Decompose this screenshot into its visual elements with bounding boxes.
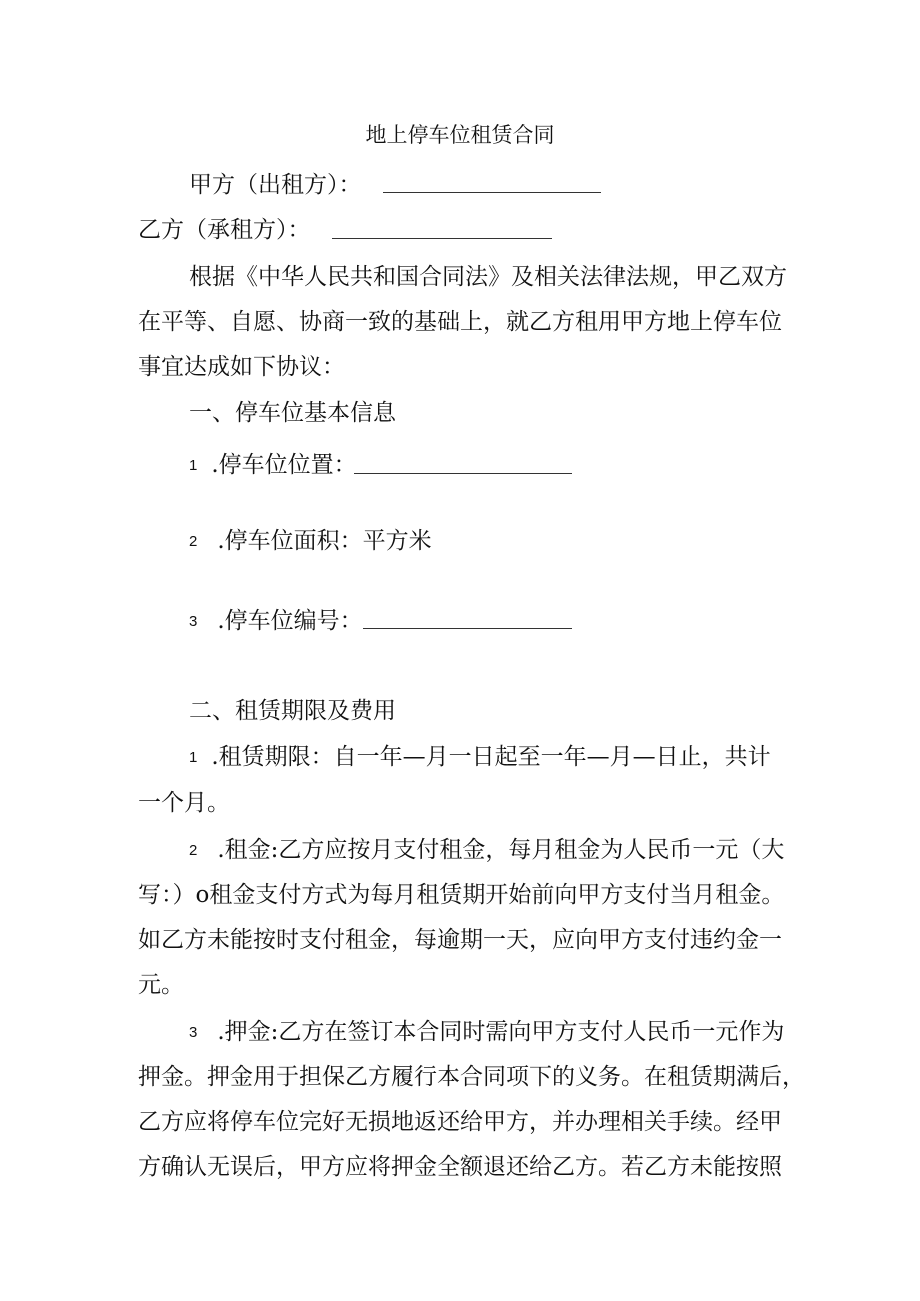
item-text: .停车位面积：平方米 bbox=[217, 528, 432, 554]
party-b-label: 乙方（承租方）： bbox=[138, 217, 311, 243]
party-b-blank-line bbox=[332, 238, 552, 239]
section-1-heading: 一、停车位基本信息 bbox=[189, 400, 396, 426]
item-text: .租金:乙方应按月支付租金，每月租金为人民币一元（大 bbox=[217, 837, 785, 863]
section-2-heading: 二、租赁期限及费用 bbox=[189, 698, 396, 724]
item-number: 1 bbox=[189, 457, 198, 474]
item-number: 3 bbox=[189, 1024, 198, 1041]
deposit-line-2: 押金。押金用于担保乙方履行本合同项下的义务。在租赁期满后， bbox=[138, 1064, 805, 1090]
lease-term-line-2: 一个月。 bbox=[138, 790, 230, 816]
preamble-line-1: 根据《中华人民共和国合同法》及相关法律法规，甲乙双方 bbox=[189, 264, 787, 290]
lease-term-line-1 bbox=[189, 742, 771, 773]
section-1-item-location bbox=[189, 450, 357, 481]
deposit-line-3: 乙方应将停车位完好无损地返还给甲方，并办理相关手续。经甲 bbox=[138, 1109, 782, 1135]
item-number: 2 bbox=[189, 533, 198, 550]
section-1-item-area bbox=[189, 526, 432, 557]
item-number: 2 bbox=[189, 842, 198, 859]
deposit-line-1 bbox=[189, 1017, 784, 1048]
item-number: 3 bbox=[189, 613, 198, 630]
party-a-label: 甲方（出租方）： bbox=[189, 172, 362, 198]
item-text: .租赁期限：自一年—月一日起至一年—月—日止，共计 bbox=[211, 744, 771, 770]
number-blank-line bbox=[363, 628, 572, 629]
rent-line-2: 写：）o租金支付方式为每月租赁期开始前向甲方支付当月租金。 bbox=[138, 882, 785, 908]
rent-line-4: 元。 bbox=[138, 972, 184, 998]
item-text: .停车位编号： bbox=[217, 608, 363, 634]
rent-line-1 bbox=[189, 835, 784, 866]
rent-line-3: 如乙方未能按时支付租金，每逾期一天，应向甲方支付违约金一 bbox=[138, 927, 782, 953]
document-title: 地上停车位租赁合同 bbox=[365, 123, 555, 147]
section-1-item-number bbox=[189, 606, 363, 637]
item-number: 1 bbox=[189, 749, 198, 766]
preamble-line-2: 在平等、自愿、协商一致的基础上，就乙方租用甲方地上停车位 bbox=[138, 309, 782, 335]
location-blank-line bbox=[354, 473, 572, 474]
item-text: .押金:乙方在签订本合同时需向甲方支付人民币一元作为 bbox=[217, 1019, 785, 1045]
item-text: .停车位位置： bbox=[211, 452, 357, 478]
preamble-line-3: 事宜达成如下协议： bbox=[138, 354, 345, 380]
party-a-blank-line bbox=[383, 192, 601, 193]
deposit-line-4: 方确认无误后，甲方应将押金全额退还给乙方。若乙方未能按照 bbox=[138, 1154, 782, 1180]
